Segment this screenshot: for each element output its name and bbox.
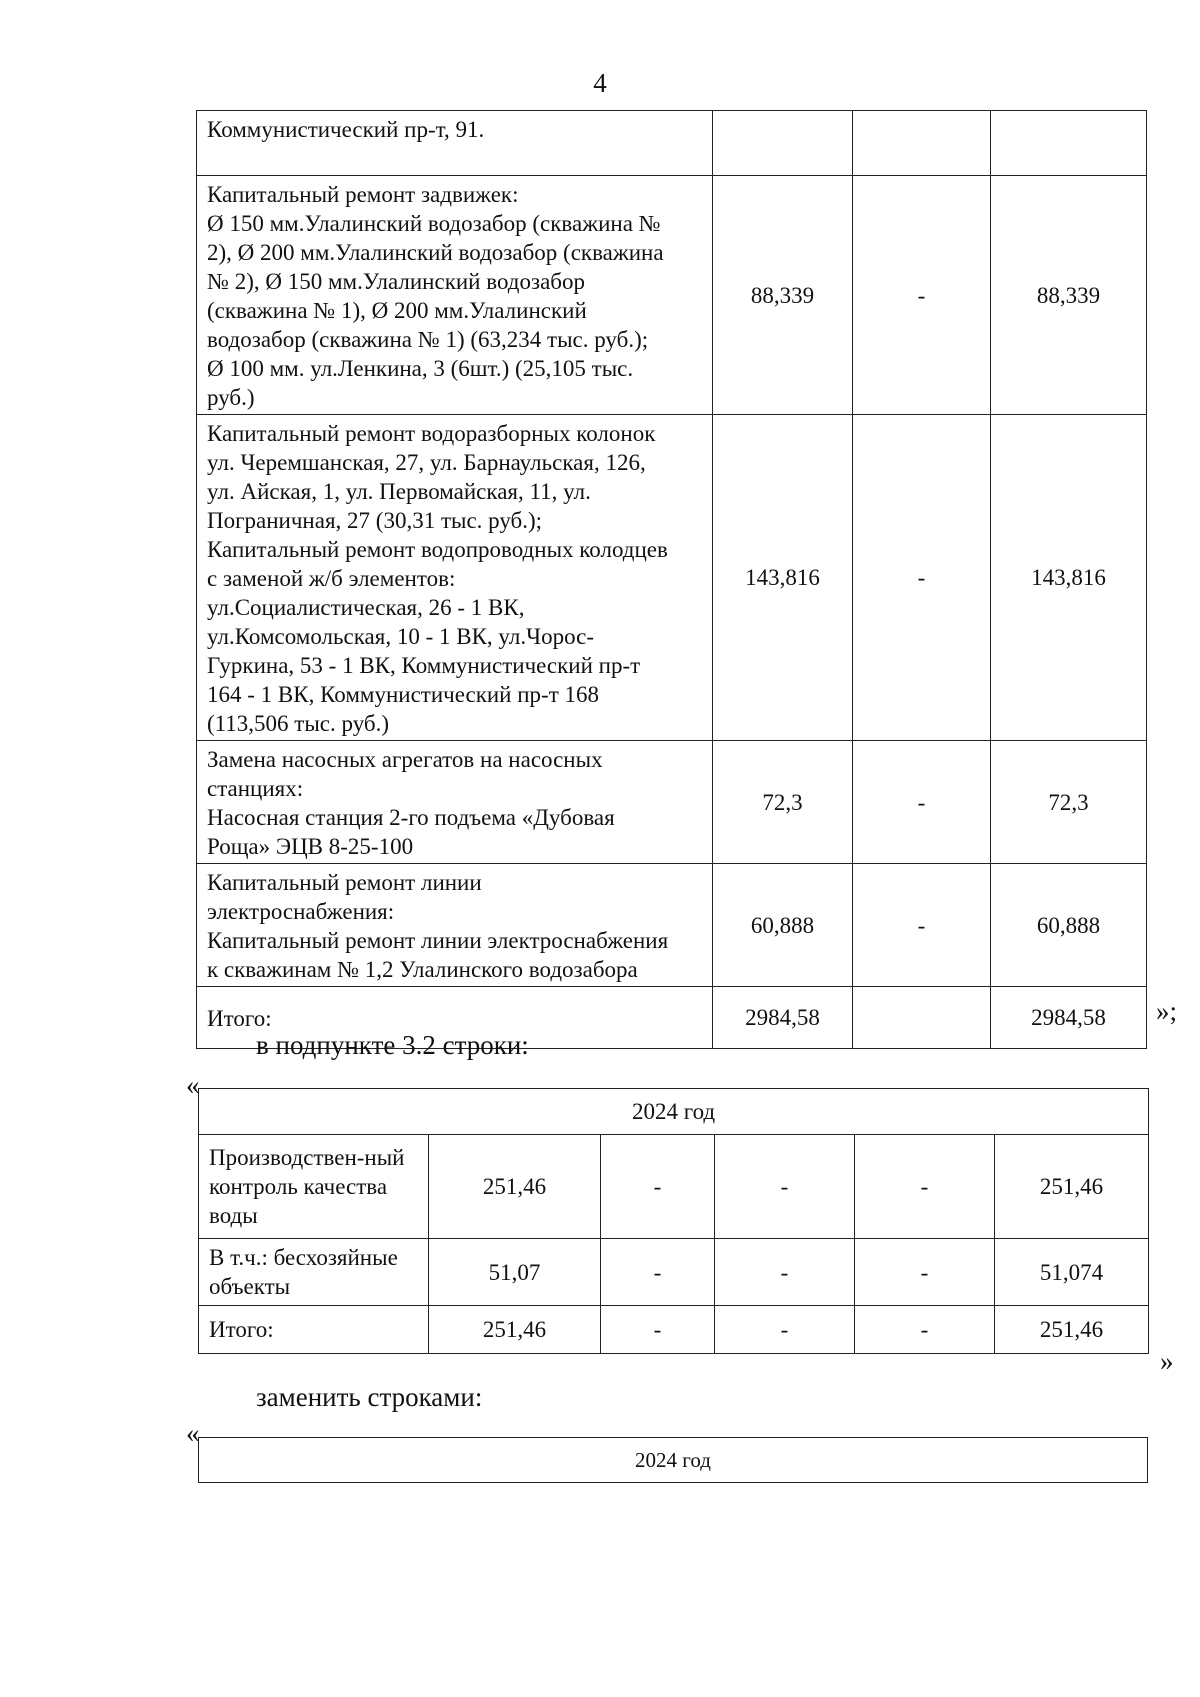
table-row bbox=[199, 1135, 1149, 1239]
description-line: Капитальный ремонт линии электроснабжения bbox=[207, 928, 669, 953]
value-cell: 2984,58 bbox=[991, 987, 1147, 1049]
value-cell: - bbox=[853, 415, 991, 741]
value-cell: 88,339 bbox=[991, 176, 1147, 415]
description-line: Ø 150 мм.Улалинский водозабор (скважина № bbox=[207, 211, 661, 236]
value-cell: - bbox=[853, 864, 991, 987]
closing-quote-2: » bbox=[1160, 1346, 1174, 1376]
repair-works-table bbox=[196, 110, 1147, 1049]
value-cell: 2984,58 bbox=[713, 987, 853, 1049]
value-cell: - bbox=[855, 1306, 995, 1354]
description-line: № 2), Ø 150 мм.Улалинский водозабор bbox=[207, 269, 585, 294]
description-line: (113,506 тыс. руб.) bbox=[207, 711, 390, 736]
table-row bbox=[197, 415, 1147, 741]
value-cell: 51,074 bbox=[995, 1239, 1149, 1306]
description-line: Капитальный ремонт водопроводных колодцев bbox=[207, 537, 668, 562]
description-line: Пограничная, 27 (30,31 тыс. руб.); bbox=[207, 508, 543, 533]
description-line: ул. Айская, 1, ул. Первомайская, 11, ул. bbox=[207, 479, 591, 504]
row-description bbox=[197, 864, 713, 987]
description-line: (скважина № 1), Ø 200 мм.Улалинский bbox=[207, 298, 587, 323]
table-row bbox=[197, 176, 1147, 415]
value-cell: 251,46 bbox=[995, 1306, 1149, 1354]
description-line: ул.Социалистическая, 26 - 1 ВК, bbox=[207, 595, 525, 620]
value-cell: 251,46 bbox=[995, 1135, 1149, 1239]
description-line: руб.) bbox=[207, 385, 255, 410]
row-label bbox=[199, 1239, 429, 1306]
description-line: к скважинам № 1,2 Улалинского водозабора bbox=[207, 957, 638, 982]
description-line: Итого: bbox=[207, 1006, 272, 1031]
label-line: В т.ч.: бесхозяйные bbox=[209, 1245, 398, 1270]
row-description bbox=[197, 415, 713, 741]
value-cell: - bbox=[853, 741, 991, 864]
year-header: 2024 год bbox=[199, 1089, 1149, 1135]
value-cell: - bbox=[601, 1135, 715, 1239]
row-description bbox=[197, 176, 713, 415]
description-line: электроснабжения: bbox=[207, 899, 395, 924]
description-line: Насосная станция 2-го подъема «Дубовая bbox=[207, 805, 615, 830]
label-line: Итого: bbox=[209, 1317, 274, 1342]
table-row bbox=[197, 111, 1147, 176]
value-cell: - bbox=[853, 176, 991, 415]
value-cell: - bbox=[715, 1239, 855, 1306]
description-line: Ø 100 мм. ул.Ленкина, 3 (6шт.) (25,105 тыс. bbox=[207, 356, 634, 381]
label-line: объекты bbox=[209, 1274, 291, 1299]
row-description bbox=[197, 741, 713, 864]
description-line: Роща» ЭЦВ 8-25-100 bbox=[207, 834, 414, 859]
description-line: 2), Ø 200 мм.Улалинский водозабор (скважина bbox=[207, 240, 664, 265]
paragraph-subclause: в подпункте 3.2 строки: bbox=[256, 1030, 529, 1060]
value-cell: 251,46 bbox=[429, 1135, 601, 1239]
label-line: Производствен-ный bbox=[209, 1145, 405, 1170]
value-cell: - bbox=[855, 1239, 995, 1306]
paragraph-replace: заменить строками: bbox=[256, 1382, 483, 1412]
opening-quote-2: « bbox=[186, 1418, 200, 1448]
label-line: воды bbox=[209, 1203, 258, 1228]
year-header-2: 2024 год bbox=[199, 1438, 1148, 1483]
description-line: ул. Черемшанская, 27, ул. Барнаульская, 126, bbox=[207, 450, 646, 475]
value-cell: 143,816 bbox=[713, 415, 853, 741]
description-line: ул.Комсомольская, 10 - 1 ВК, ул.Чорос- bbox=[207, 624, 595, 649]
description-line: водозабор (скважина № 1) (63,234 тыс. руб.); bbox=[207, 327, 649, 352]
description-line: 164 - 1 ВК, Коммунистический пр-т 168 bbox=[207, 682, 600, 707]
description-line: Капитальный ремонт линии bbox=[207, 870, 482, 895]
description-line: с заменой ж/б элементов: bbox=[207, 566, 456, 591]
row-label bbox=[199, 1306, 429, 1354]
table-row bbox=[197, 864, 1147, 987]
value-cell: - bbox=[715, 1306, 855, 1354]
description-line: Коммунистический пр-т, 91. bbox=[207, 117, 485, 142]
value-cell: - bbox=[601, 1239, 715, 1306]
replacement-table bbox=[198, 1437, 1148, 1483]
table-row bbox=[199, 1239, 1149, 1306]
table-row bbox=[199, 1306, 1149, 1354]
quality-control-table bbox=[198, 1088, 1149, 1354]
description-line: Гуркина, 53 - 1 ВК, Коммунистический пр-т bbox=[207, 653, 641, 678]
table-row bbox=[197, 741, 1147, 864]
row-description bbox=[197, 111, 713, 176]
value-cell: 60,888 bbox=[991, 864, 1147, 987]
value-cell bbox=[713, 111, 853, 176]
description-line: Замена насосных агрегатов на насосных bbox=[207, 747, 603, 772]
value-cell: 143,816 bbox=[991, 415, 1147, 741]
value-cell: - bbox=[855, 1135, 995, 1239]
value-cell bbox=[991, 111, 1147, 176]
value-cell: 72,3 bbox=[991, 741, 1147, 864]
value-cell: 60,888 bbox=[713, 864, 853, 987]
value-cell: 88,339 bbox=[713, 176, 853, 415]
closing-quote: »; bbox=[1156, 996, 1178, 1026]
opening-quote: « bbox=[186, 1070, 200, 1100]
value-cell: 51,07 bbox=[429, 1239, 601, 1306]
description-line: Капитальный ремонт задвижек: bbox=[207, 182, 519, 207]
value-cell: - bbox=[715, 1135, 855, 1239]
page-number: 4 bbox=[593, 68, 607, 98]
row-label bbox=[199, 1135, 429, 1239]
value-cell bbox=[853, 111, 991, 176]
description-line: Капитальный ремонт водоразборных колонок bbox=[207, 421, 656, 446]
label-line: контроль качества bbox=[209, 1174, 388, 1199]
value-cell bbox=[853, 987, 991, 1049]
value-cell: 72,3 bbox=[713, 741, 853, 864]
description-line: станциях: bbox=[207, 776, 304, 801]
value-cell: 251,46 bbox=[429, 1306, 601, 1354]
value-cell: - bbox=[601, 1306, 715, 1354]
